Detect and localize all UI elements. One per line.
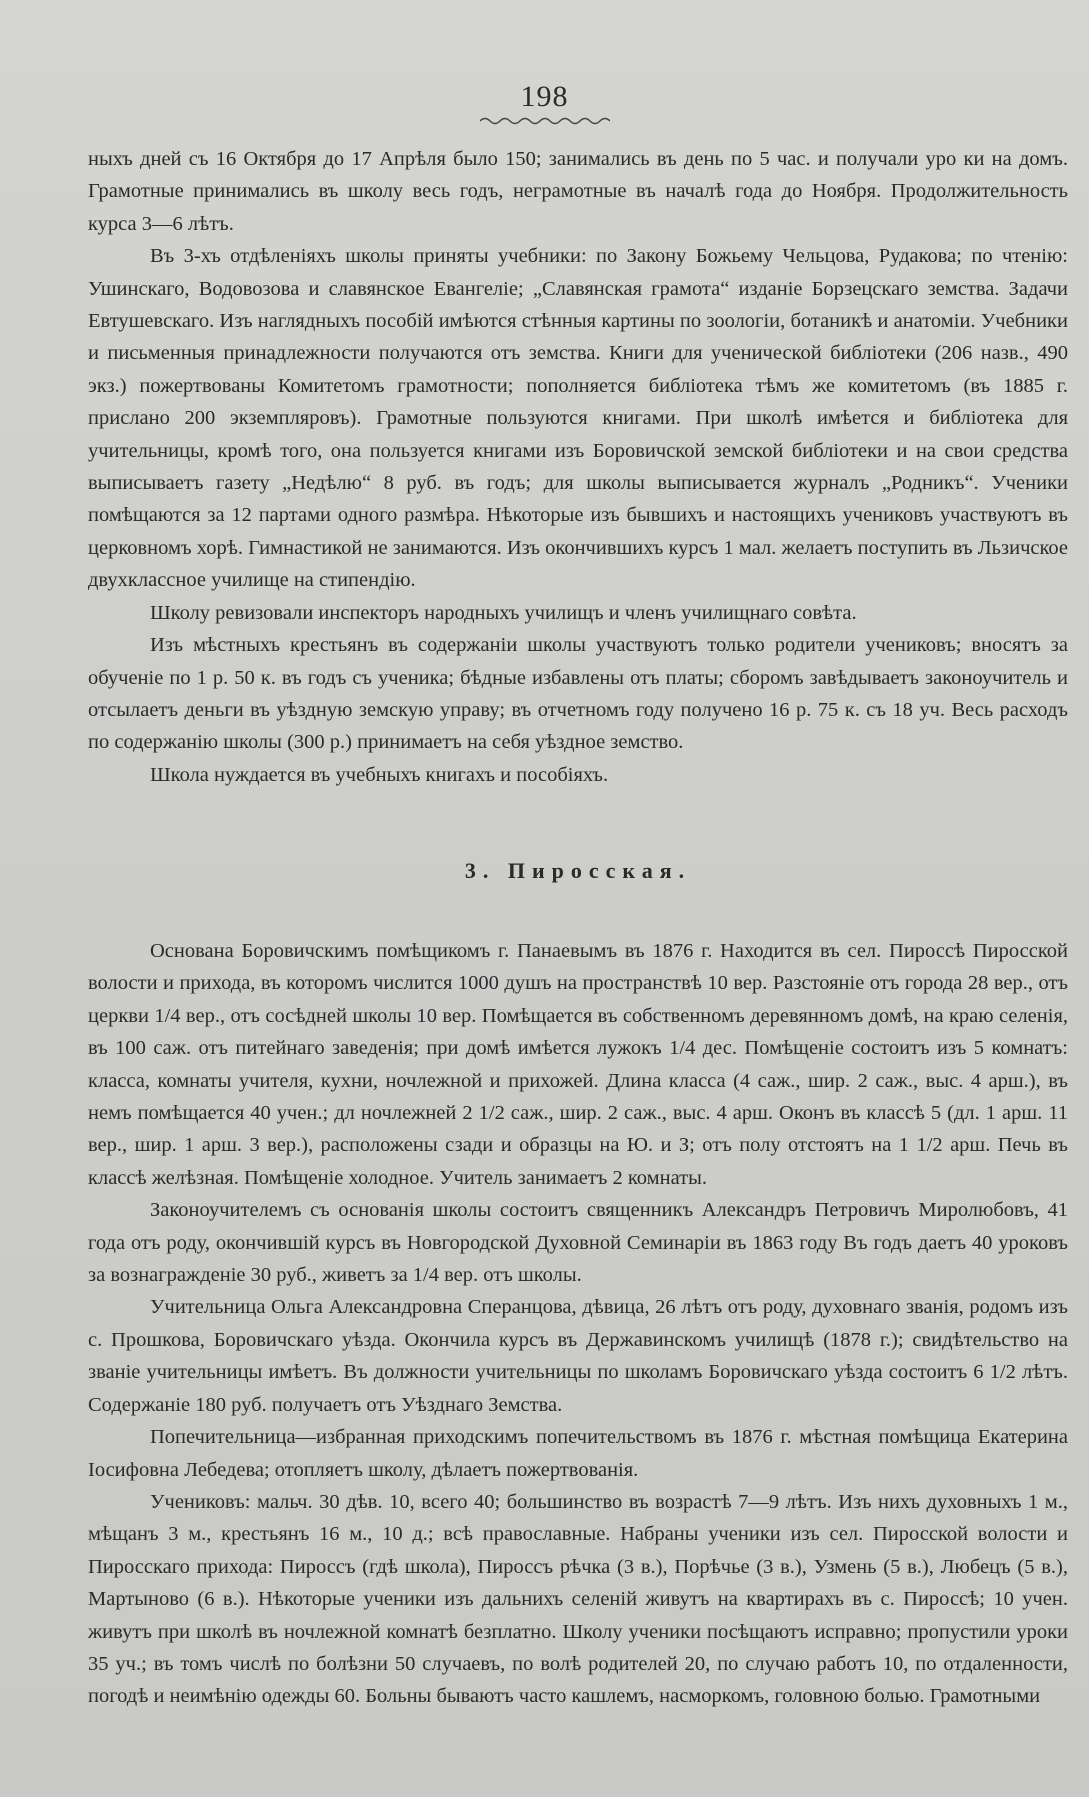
bottom-text-block bbox=[88, 935, 1068, 1713]
paragraph: Учениковъ: мальч. 30 дѣв. 10, всего 40; большинство въ возрастѣ 7—9 лѣтъ. Изъ нихъ духовныхъ 1 м., мѣщанъ 3 м., крестьянъ 16 м., 10 д.; всѣ православные. Набраны ученики изъ сел. Пиросской волости и Пиросскаго прихода: Пироссъ (гдѣ школа), Пироссъ рѣчка (3 в.), Порѣчье (3 в.), Узмень (5 в.), Любецъ (5 в.), Мартыново (6 в.). Нѣкоторые ученики изъ дальнихъ селенiй живутъ на квартирахъ въ с. Пироссѣ; 10 учен. живутъ при школѣ въ ночлежной комнатѣ безплатно. Школу ученики посѣщаютъ исправно; пропустили уроки 35 уч.; въ томъ числѣ по болѣзни 50 случаевъ, по волѣ родителей 20, по случаю работъ 10, по отдаленности, погодѣ и неимѣнiю одежды 60. Больны бываютъ часто кашлемъ, насморкомъ, головною болью. Грамотными bbox=[88, 1490, 1068, 1708]
paragraph: Въ 3-хъ отдѣленiяхъ школы приняты учебники: по Закону Божьему Чельцова, Рудакова; по чтенiю: Ушинскаго, Водовозова и славянское Евангелiе; „Славянская грамота“ изданiе Борзецскаго земства. Задачи Евтушевскаго. Изъ наглядныхъ пособiй имѣются стѣнныя картины по зоологiи, ботаникѣ и анатомiи. Учебники и письменныя принадлежности получаются отъ земства. Книги для ученической библiотеки (206 назв., 490 экз.) пожертвованы Комитетомъ грамотности; пополняется библiотека тѣмъ же комитетомъ (въ 1885 г. прислано 200 экземпляровъ). Грамотные пользуются книгами. При школѣ имѣется и библiотека для учительницы, кромѣ того, она пользуется книгами изъ Боровичской земской библiотеки и на свои средства выписываетъ газету „Недѣлю“ 8 руб. въ годъ; для школы выписывается журналъ „Родникъ“. Ученики помѣщаются за 12 партами одного размѣра. Нѣкоторые изъ бывшихъ и настоящихъ учениковъ участвуютъ въ церковномъ хорѣ. Гимнастикой не занимаются. Изъ окончившихъ курсъ 1 мал. желаетъ поступить въ Льзичское двухклассное училище на стипендiю. bbox=[88, 245, 1068, 592]
top-text-block bbox=[88, 143, 1068, 791]
paragraph: Учительница Ольга Александровна Сперанцова, дѣвица, 26 лѣтъ отъ роду, духовнаго званiя, родомъ изъ с. Прошкова, Боровичскаго уѣзда. Окончила курсъ въ Державинскомъ училищѣ (1878 г.); свидѣтельство на званiе учительницы имѣетъ. Въ должности учительницы по школамъ Боровичскаго уѣзда состоитъ 6 1/2 лѣтъ. Содержанiе 180 руб. получаетъ отъ Уѣзднаго Земства. bbox=[88, 1296, 1068, 1416]
paragraph: Школа нуждается въ учебныхъ книгахъ и пособiяхъ. bbox=[150, 763, 609, 786]
paragraph: Основана Боровичскимъ помѣщикомъ г. Панаевымъ въ 1876 г. Находится въ сел. Пироссѣ Пиросской волости и прихода, въ которомъ числится 1000 душъ на пространствѣ 10 вер. Разстоянiе отъ города 28 вер., отъ церкви 1/4 вер., отъ сосѣдней школы 10 вер. Помѣщается въ собственномъ деревянномъ домѣ, на краю селенiя, въ 100 саж. отъ питейнаго заведенiя; при домѣ имѣется лужокъ 1/4 дес. Помѣщенiе состоитъ изъ 5 комнатъ: класса, комнаты учителя, кухни, ночлежной и прихожей. Длина класса (4 саж., шир. 2 саж., выс. 4 арш.), въ немъ помѣщается 40 учен.; дл ночлежней 2 1/2 саж., шир. 2 саж., выс. 4 арш. Оконъ въ классѣ 5 (дл. 1 арш. 11 вер., шир. 1 арш. 3 вер.), расположены сзади и образцы на Ю. и З; отъ полу отстоятъ на 1 1/2 арш. Печь въ классѣ желѣзная. Помѣщенiе холодное. Учитель занимаетъ 2 комнаты. bbox=[88, 940, 1068, 1189]
paragraph: ныхъ дней съ 16 Октября до 17 Апрѣля было 150; занимались въ день по 5 час. и получали уро ки на домъ. Грамотные принимались въ школу весь годъ, неграмотные въ началѣ года до Ноября. Продолжительность курса 3—6 лѣтъ. bbox=[88, 148, 1068, 235]
paragraph: Школу ревизовали инспекторъ народныхъ училищъ и членъ училищнаго совѣта. bbox=[150, 601, 857, 624]
paragraph: Законоучителемъ съ основанiя школы состоитъ священникъ Александръ Петровичъ Миролюбовъ, 41 года отъ роду, окончившiй курсъ въ Новгородской Духовной Семинарiи въ 1863 году Въ годъ даетъ 40 уроковъ за вознагражденiе 30 руб., живетъ за 1/4 вер. отъ школы. bbox=[88, 1199, 1068, 1287]
paragraph: Попечительница—избранная приходскимъ попечительствомъ въ 1876 г. мѣстная помѣщица Екатерина Iосифовна Лебедева; отопляетъ школу, дѣлаетъ пожертвованiя. bbox=[88, 1426, 1068, 1481]
page-number: 198 bbox=[520, 80, 569, 113]
paragraph: Изъ мѣстныхъ крестьянъ въ содержанiи школы участвуютъ только родители учениковъ; вносятъ за обученiе по 1 р. 50 к. въ годъ съ ученика; бѣдные избавлены отъ платы; сборомъ завѣдываетъ законоучитель и отсылаетъ деньги въ уѣздную земскую управу; въ отчетномъ году получено 16 р. 75 к. съ 18 уч. Весь расходъ по содержанiю школы (300 р.) принимаетъ на себя уѣздное земство. bbox=[88, 634, 1068, 754]
section-title: 3. Пиросская. bbox=[464, 858, 692, 883]
page-number-ornament bbox=[480, 116, 610, 126]
section-heading-block bbox=[88, 858, 1068, 884]
